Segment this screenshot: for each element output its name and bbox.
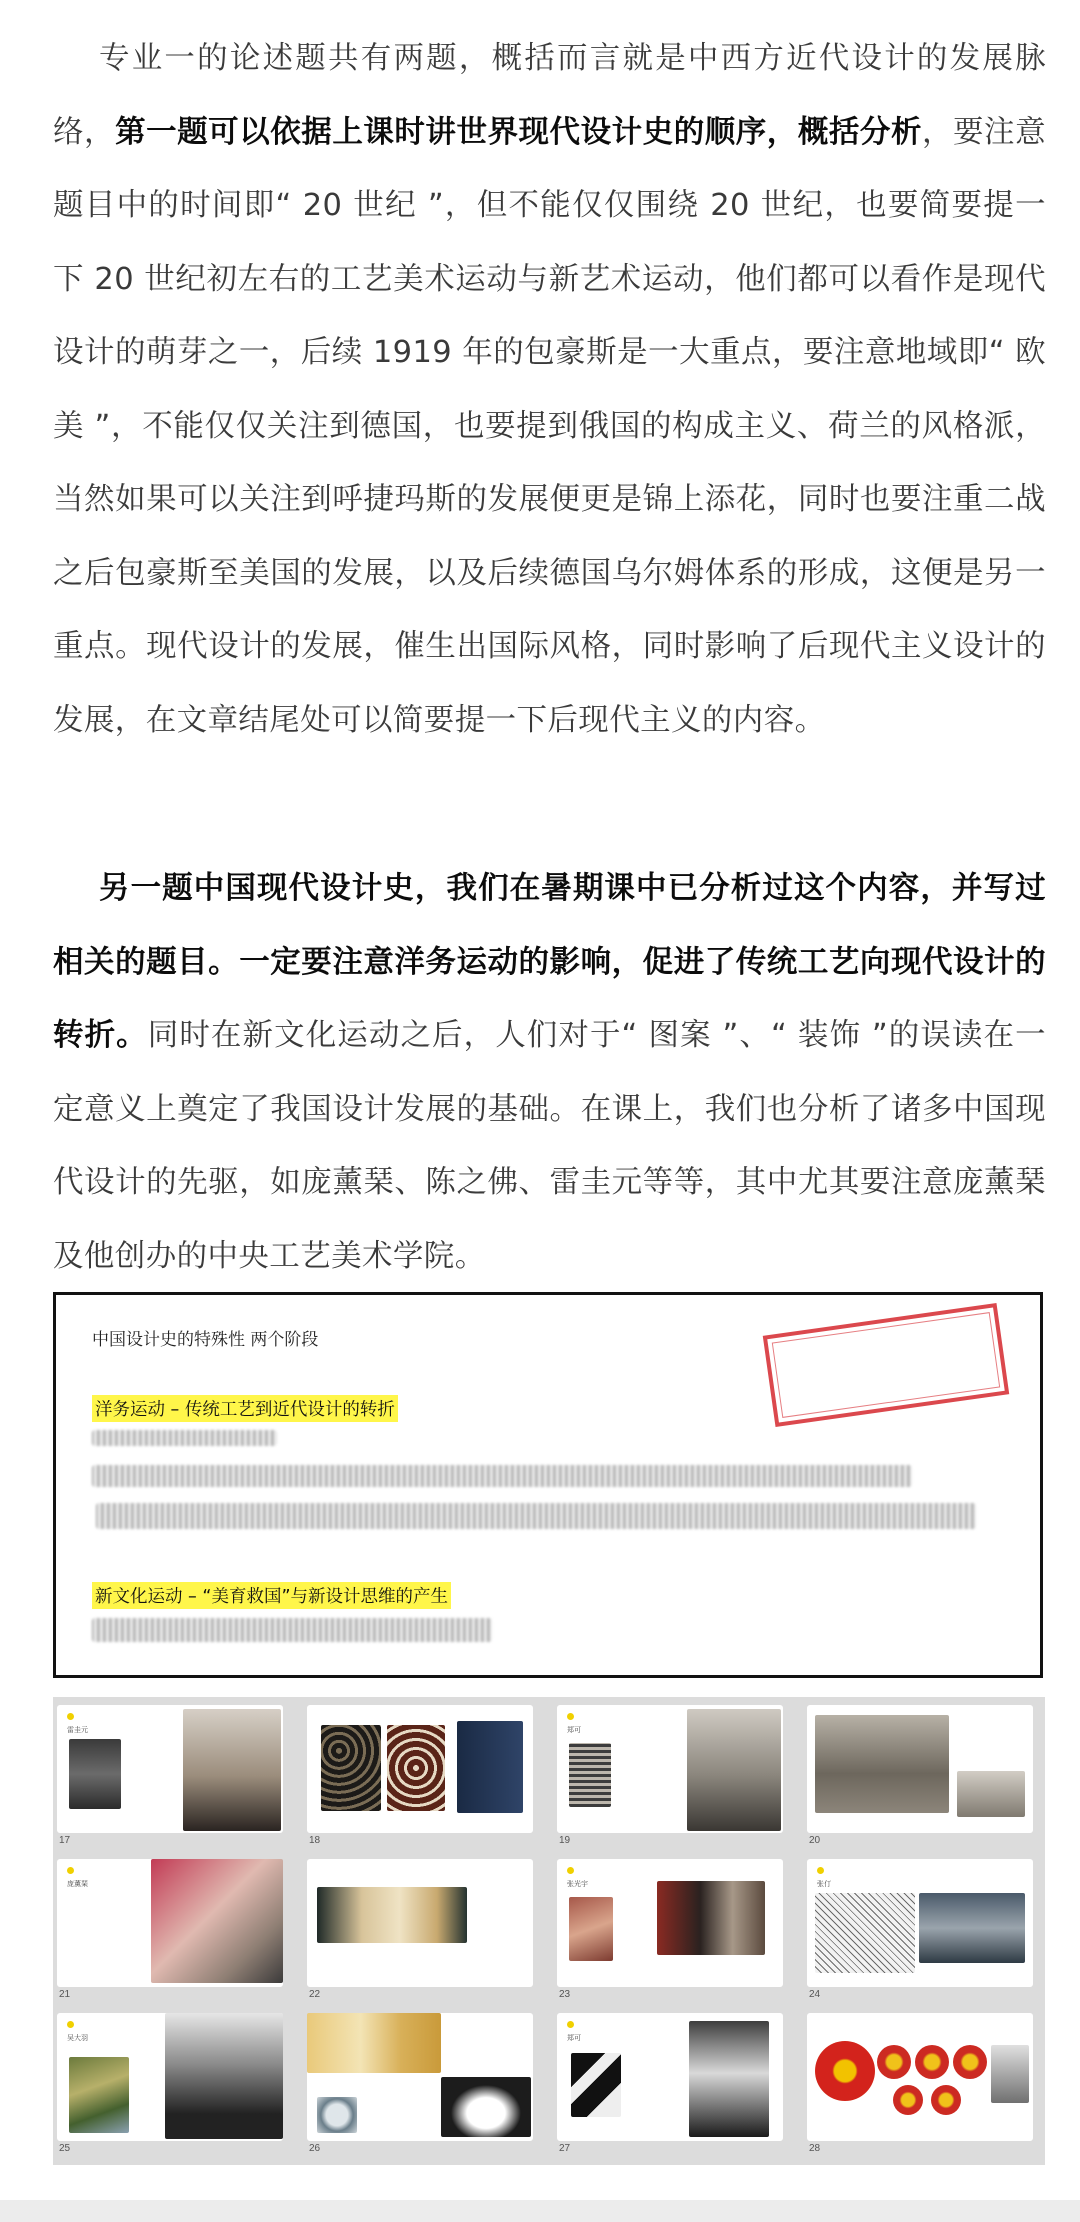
interior-photo: [815, 1715, 949, 1813]
paragraph2-text: 同时在新文化运动之后，人们对于“ 图案 ”、“ 装饰 ”的误读在一定意义上奠定了我国设计发展的基础。在课上，我们也分析了诸多中国现代设计的先驱，如庞薰琹、陈之佛、雷圭元等等，其中尤其要注意庞薰琹及他创办的中央工艺美术学院。: [53, 1018, 1047, 1274]
thumbnail-slide: [557, 2013, 783, 2141]
paragraph1-text-a: 专业一的论述题共有两题，概括而言就是中西方近代设计的发展脉络，: [53, 41, 1046, 150]
pattern-image: [321, 1725, 381, 1811]
portrait-photo: [689, 2021, 769, 2137]
slide-number: 18: [309, 1835, 321, 1846]
emblem-image: [69, 1739, 121, 1809]
yellow-dot-icon: [817, 1867, 824, 1874]
portrait-photo: [919, 1893, 1025, 1963]
thumbnail-label: 雷圭元: [67, 1726, 88, 1734]
thumbnail-label: 郑可: [567, 2034, 581, 2042]
slide-number: 23: [559, 1989, 571, 2000]
artwork-image: [569, 1897, 613, 1961]
textile-image: [569, 1743, 611, 1807]
thumbnail-slide: [307, 2013, 533, 2141]
thumbnail-label: 张光宇: [567, 1880, 588, 1888]
slide-number: 17: [59, 1835, 71, 1846]
success-prediction-stamp: [763, 1303, 1010, 1427]
portrait-photo: [657, 1881, 765, 1955]
emblem-draft-image: [953, 2045, 987, 2079]
blurred-text-line: [92, 1465, 912, 1487]
furniture-photo: [957, 1771, 1025, 1817]
slide-number: 24: [809, 1989, 821, 2000]
lecture-slide-image: [53, 1292, 1043, 1678]
blurred-text-line: [92, 1618, 492, 1642]
emblem-draft-image: [893, 2085, 923, 2115]
yellow-dot-icon: [567, 2021, 574, 2028]
slide-highlight-new-culture: 新文化运动 – “美育救国”与新设计思维的产生: [92, 1582, 451, 1609]
portrait-photo: [151, 1859, 283, 1983]
paragraph1-bold: 第一题可以依据上课时讲世界现代设计史的顺序，概括分析: [115, 114, 922, 150]
slide-number: 27: [559, 2143, 571, 2154]
thumbnail-label: 吴大羽: [67, 2034, 88, 2042]
thumbnail-label: 庞薰琹: [67, 1880, 88, 1888]
paragraph1-text-b: ，要注意题目中的时间即“ 20 世纪 ”，但不能仅仅围绕 20 世纪，也要简要提一下 20 世纪初左右的工艺美术运动与新艺术运动，他们都可以看作是现代设计的萌芽之一，后续 1919 年的包豪斯是一大重点，要注意地域即“ 欧美 ”，不能仅仅关注到德国，也要提到俄国的构成主义、荷兰的风格派，当然如果可以关注到呼捷玛斯的发展便更是锦上添花，同时也要注重二战之后包豪斯至美国的发展，以及后续德国乌尔姆体系的形成，这便是另一重点。现代设计的发展，催生出国际风格，同时影响了后现代主义设计的发展，在文章结尾处可以简要提一下后现代主义的内容。: [53, 114, 1046, 738]
plate-image: [317, 2097, 357, 2133]
thumbnail-slide: [57, 1859, 283, 1987]
slide-title: 中国设计史的特殊性 两个阶段: [92, 1330, 319, 1350]
thumbnail-label: 郑可: [567, 1726, 581, 1734]
blurred-text-line: [96, 1503, 976, 1529]
thumbnail-slide: [557, 1859, 783, 1987]
sketch-image: [815, 1893, 915, 1973]
emblem-draft-image: [931, 2085, 961, 2115]
ceramics-image: [441, 2077, 531, 2137]
paragraph-chinese-design: [53, 852, 1046, 1293]
woodcut-image: [571, 2053, 621, 2117]
thumbnail-slide: [557, 1705, 783, 1833]
slide-number: 21: [59, 1989, 71, 2000]
slide-number: 19: [559, 1835, 571, 1846]
slide-highlight-westernization: 洋务运动 – 传统工艺到近代设计的转折: [92, 1395, 398, 1422]
yellow-dot-icon: [567, 1867, 574, 1874]
mural-image: [307, 2013, 441, 2073]
thumbnail-slide: [807, 1705, 1033, 1833]
paragraph-western-design: [53, 22, 1046, 757]
thumbnail-slide: [807, 1859, 1033, 1987]
thumbnail-slide: [807, 2013, 1033, 2141]
thumbnail-slide: [57, 2013, 283, 2141]
blurred-text-line: [92, 1430, 277, 1446]
painting-image: [317, 1887, 467, 1943]
slide-number: 25: [59, 2143, 71, 2154]
slide-number: 28: [809, 2143, 821, 2154]
yellow-dot-icon: [67, 1713, 74, 1720]
thumbnail-slide: [307, 1705, 533, 1833]
book-image: [457, 1721, 523, 1813]
slide-number: 26: [309, 2143, 321, 2154]
national-emblem-image: [815, 2041, 875, 2101]
emblem-draft-image: [877, 2045, 911, 2079]
paragraph2-bold: 另一题中国现代设计史，我们在暑期课中已分析过这个内容，并写过相关的题目。一定要注意洋务运动的影响，促进了传统工艺向现代设计的转折。: [53, 871, 1046, 1053]
thumbnail-slide: [307, 1859, 533, 1987]
painting-image: [69, 2057, 129, 2133]
yellow-dot-icon: [567, 1713, 574, 1720]
portrait-photo: [165, 2013, 283, 2139]
slide-number: 22: [309, 1989, 321, 2000]
thumbnail-label: 张仃: [817, 1880, 831, 1888]
portrait-photo: [991, 2045, 1029, 2103]
portrait-photo: [183, 1709, 281, 1831]
yellow-dot-icon: [67, 1867, 74, 1874]
slide-number: 20: [809, 1835, 821, 1846]
portrait-photo: [687, 1709, 781, 1831]
emblem-draft-image: [915, 2045, 949, 2079]
pattern-image: [387, 1725, 445, 1811]
slide-thumbnail-grid: [53, 1697, 1045, 2165]
thumbnail-slide: [57, 1705, 283, 1833]
yellow-dot-icon: [67, 2021, 74, 2028]
